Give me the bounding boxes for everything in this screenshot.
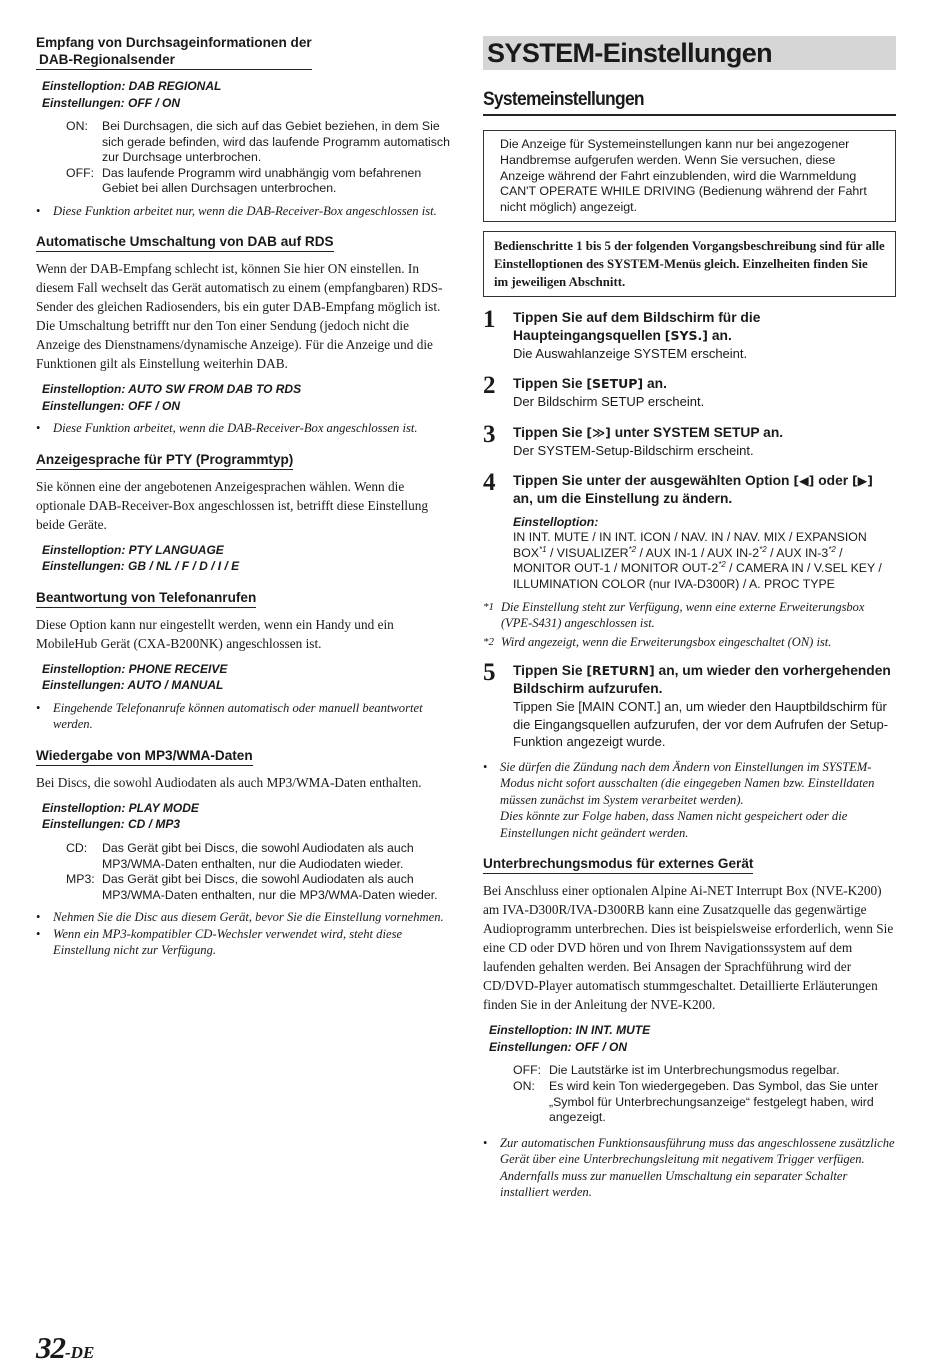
section-title: Unterbrechungsmodus für externes Gerät [483,855,753,874]
footnote-mark: *1 [483,601,494,614]
definition-row [66,841,450,872]
note-text: Zur automatischen Funktionsausführung muss das angeschlossene zusätzliche Gerät über eine Unterbrechungsleitung mit negativem Trigger verfügen. Andernfalls muss zur manuellen Umschaltung ein separater Schalter installiert werden. [500,1135,895,1200]
key-label: [SETUP] [586,376,644,392]
definition-key: CD: [66,840,88,855]
paragraph: Bei Discs, die sowohl Audiodaten als auch MP3/WMA-Daten enthalten. [36,774,422,790]
definition-value: Es wird kein Ton wiedergegeben. Das Symbol, das Sie unter „Symbol für Unterbrechungsanzeige“ festgelegt haben, wird angezeigt. [549,1079,879,1125]
footnote-mark: *2 [483,636,494,649]
settings-label: Einstellungen: GB / NL / F / D / I / E [42,559,240,574]
section-title: Anzeigesprache für PTY (Programmtyp) [36,451,293,470]
option-block [42,661,450,694]
key-label: [≫] [586,424,611,440]
info-box: Die Anzeige für Systemeinstellungen kann nur bei angezogener Handbremse aufgerufen werden. Wenn Sie versuchen, diese Anzeige während der Fahrt einzublenden, wird die Warnmeldung CAN'T OPERATE WHILE DRIVING (Bedienung während der Fahrt nicht möglich) angezeigt. [483,130,896,222]
step-description: Die Auswahlanzeige SYSTEM erscheint. [513,345,748,361]
step-2 [483,372,896,411]
step-number: 3 [483,420,496,448]
note-text: Sie dürfen die Zündung nach dem Ändern von Einstellungen im SYSTEM-Modus nicht sofort ausschalten (die eingegeben Namen bzw. Einstelldaten müssen zunächst im System verarbeitet werden). Dies könnte zur Folge haben, dass Namen nicht gespeichert oder die Einstellungen nicht geändert werden. [500,759,875,840]
step-description: Der Bildschirm SETUP erscheint. [513,394,705,410]
chapter-title: SYSTEM-Einstellungen [487,38,773,68]
definition-key: ON: [513,1079,535,1094]
bullet: • [36,421,41,436]
sub-heading-title: Systemeinstellungen [483,89,644,110]
option-block [42,78,450,111]
footnote [483,634,896,650]
step-heading: Tippen Sie [RETURN] an, um wieder den vorhergehenden Bildschirm aufzurufen. [513,663,891,697]
step-3 [483,420,896,460]
definition-key: OFF: [66,165,95,180]
section-title [36,34,312,70]
paragraph: Diese Option kann nur eingestellt werden, wenn ein Handy und ein MobileHub Gerät (CXA-B200NK) angeschlossen ist. [36,616,394,651]
bullet: • [36,203,41,218]
section-title: Beantwortung von Telefonanrufen [36,589,256,608]
section-dab-to-rds [36,233,450,437]
note [36,909,450,926]
page-number-value: 32 [36,1330,65,1365]
paragraph: Wenn der DAB-Empfang schlecht ist, können Sie hier ON einstellen. In diesem Fall wechselt das Gerät automatisch zu einem (empfangbaren) RDS-Sender des gleichen Radiosenders, bis ein guter DAB-Empfang möglich ist. Die Umschaltung betrifft nur den Ton einer Sendung (jedoch nicht die Anzeige des Dienstnamens/dynamische Anzeige). Für die Anzeige und die Funktionen gilt als Einstellung weiterhin DAB. [36,261,443,372]
step-4 [483,469,896,592]
definition-row [66,119,450,166]
step-heading: Tippen Sie [SETUP] an. [513,376,667,392]
settings-label: Einstellungen: OFF / ON [489,1039,627,1054]
section-pty-language [36,451,450,575]
definition-list [66,841,450,903]
option-label: Einstelloption: IN INT. MUTE [489,1023,651,1038]
definition-key: MP3: [66,872,95,887]
instruction-box: Bedienschritte 1 bis 5 der folgenden Vorgangsbeschreibung sind für alle Einstelloptionen des SYSTEM-Menüs gleich. Einzelheiten finden Sie im jeweiligen Abschnitt. [483,231,896,297]
definition-value: Die Lautstärke ist im Unterbrechungsmodus regelbar. [549,1063,840,1078]
settings-label: Einstellungen: OFF / ON [42,95,180,110]
option-label: Einstelloption: PLAY MODE [42,800,199,815]
note-text: Diese Funktion arbeitet, wenn die DAB-Receiver-Box angeschlossen ist. [53,421,418,436]
bullet: • [483,1135,488,1150]
settings-label: Einstellungen: OFF / ON [42,398,180,413]
note-text: Diese Funktion arbeitet nur, wenn die DAB-Receiver-Box angeschlossen ist. [53,203,437,218]
option-label: Einstelloption: DAB REGIONAL [42,79,222,93]
step-heading: Tippen Sie auf dem Bildschirm für die Haupteingangsquellen [SYS.] an. [513,309,761,343]
section-interrupt-mode [483,855,896,1200]
bullet: • [36,700,41,715]
definition-key: OFF: [513,1063,542,1078]
definition-value: Bei Durchsagen, die sich auf das Gebiet beziehen, in dem Sie sich gerade befinden, wird das laufende Programm automatisch zur Durchsage unterbrochen. [102,119,450,165]
step-number: 1 [483,305,496,333]
note [483,759,896,842]
bullet: • [36,926,41,941]
option-block [42,542,450,575]
option-label: Einstelloption: PTY LANGUAGE [42,542,224,557]
option-list: IN INT. MUTE / IN INT. ICON / NAV. IN / NAV. MIX / EXPANSION BOX$^{*1}$ / VISUALIZER$^{*2}$ / AUX IN-1 / AUX IN-2$^{*2}$ / AUX IN-3$^{*2}$ / MONITOR OUT-1 / MONITOR OUT-2$^{*2}$ / CAMERA IN / V.SEL KEY / ILLUMINATION COLOR (nur IVA-D300R) / A. PROC TYPE [513,530,882,591]
section-dab-regional [36,34,450,219]
note-text: Wenn ein MP3-kompatibler CD-Wechsler verwendet wird, steht diese Einstellung nicht zur Verfügung. [53,926,403,958]
definition-list [66,119,450,197]
key-label: [▶] [851,473,873,489]
step-5 [483,659,896,751]
note-text: Eingehende Telefonanrufe können automatisch oder manuell beantwortet werden. [53,700,423,732]
definition-key: ON: [66,119,88,133]
bullet: • [483,759,488,774]
step-description: Der SYSTEM-Setup-Bildschirm erscheint. [513,442,754,458]
section-title-line2: DAB-Regionalsender [39,52,175,67]
right-column [483,34,896,1201]
section-title: Automatische Umschaltung von DAB auf RDS [36,233,334,252]
page-language-suffix: -DE [65,1343,95,1362]
note-text: Nehmen Sie die Disc aus diesem Gerät, bevor Sie die Einstellung vornehmen. [53,910,444,925]
note [36,926,450,959]
footnote-text: Die Einstellung steht zur Verfügung, wenn eine externe Erweiterungsbox (VPE-S431) angeschlossen ist. [501,600,865,631]
note [36,420,450,437]
footnote [483,599,896,631]
definition-value: Das Gerät gibt bei Discs, die sowohl Audiodaten als auch MP3/WMA-Daten enthalten, nur die Audiodaten wieder. [102,840,414,871]
left-column [36,34,450,959]
key-label: [◀] [793,473,815,489]
note [36,700,450,733]
step-description: Tippen Sie [MAIN CONT.] an, um wieder den Hauptbildschirm für die Eingangsquellen aufzurufen, der vor dem Aufrufen der Setup-Funktion angezeigt wurde. [513,699,889,750]
step-number: 4 [483,469,496,497]
key-label: [RETURN] [586,663,655,679]
definition-value: Das laufende Programm wird unabhängig vom befahrenen Gebiet bei allen Durchsagen unterbrochen. [102,165,422,196]
definition-row [513,1079,896,1126]
bullet: • [36,910,41,925]
option-block [489,1022,896,1055]
step-number: 5 [483,659,496,687]
section-play-mode [36,747,450,959]
paragraph: Bei Anschluss einer optionalen Alpine Ai-NET Interrupt Box (NVE-K200) am IVA-D300R/IVA-D300RB kann eine Zusatzquelle das gegenwärtige Audioprogramm unterbrechen. Dies ist beispielsweise erforderlich, wenn Sie eine CD oder DVD hören und von Ihrem Navigationssystem auf dem laufenden gehalten werden. Bei Ansagen der Sprachführung wird der CD/DVD-Player automatisch stummgeschaltet. Detaillierte Erläuterungen finden Sie in der Anleitung der NVE-K200. [483,883,894,1013]
option-block [42,381,450,414]
paragraph: Sie können eine der angebotenen Anzeigesprachen wählen. Wenn die optionale DAB-Receiver-Box angeschlossen ist, betrifft diese Einstellung beide Geräte. [36,478,429,532]
option-label: Einstelloption: [513,515,599,530]
step-heading: Tippen Sie [≫] unter SYSTEM SETUP an. [513,424,784,440]
option-label: Einstelloption: PHONE RECEIVE [42,661,228,676]
note [36,203,450,220]
page-number [36,1330,94,1366]
settings-label: Einstellungen: CD / MP3 [42,817,181,832]
definition-row [513,1063,896,1079]
option-block [42,800,450,833]
footnote-text: Wird angezeigt, wenn die Erweiterungsbox eingeschaltet (ON) ist. [501,635,832,650]
note [483,1135,896,1201]
definition-value: Das Gerät gibt bei Discs, die sowohl Audiodaten als auch MP3/WMA-Daten enthalten, nur die MP3/WMA-Daten wieder. [102,872,438,902]
key-label: [SYS.] [664,327,709,343]
definition-row [66,872,450,903]
definition-row [66,166,450,197]
step-1 [483,305,896,363]
option-label: Einstelloption: AUTO SW FROM DAB TO RDS [42,382,302,397]
section-title-line1: Empfang von Durchsageinformationen der [36,35,312,50]
step-number: 2 [483,372,496,400]
sub-heading [483,88,896,116]
settings-label: Einstellungen: AUTO / MANUAL [42,678,224,693]
chapter-header [483,36,896,70]
definition-list [513,1063,896,1125]
section-phone-receive [36,589,450,733]
step-heading: Tippen Sie unter der ausgewählten Option [◀] oder [▶] an, um die Einstellung zu ändern. [513,473,873,507]
section-title: Wiedergabe von MP3/WMA-Daten [36,747,253,766]
